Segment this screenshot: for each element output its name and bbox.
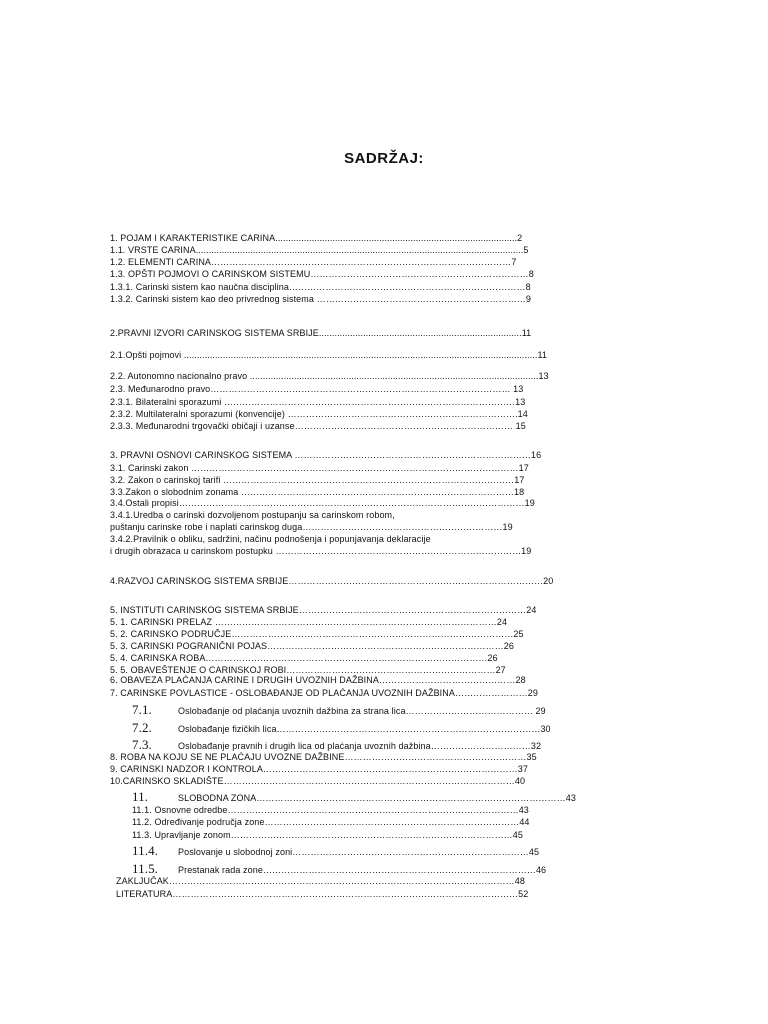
toc-entry-text: 2.3. Međunarodno pravo……………………………………………………………………………………… 13 <box>110 384 524 394</box>
toc-entry-text: 4.RAZVOJ CARINSKOG SISTEMA SRBIJE…………………………………………………………………………20 <box>110 576 554 586</box>
page-title: SADRŽAJ: <box>344 150 424 167</box>
toc-entry <box>110 641 596 652</box>
toc-entry-text: Poslovanje u slobodnoj zoni……………………………………………………………………45 <box>178 847 540 857</box>
toc-entry-text: 2.3.3. Međunarodni trgovački običaji i uzanse……………………………………………………………… 15 <box>110 421 526 431</box>
toc-entry <box>110 245 578 256</box>
toc-entry <box>132 704 596 717</box>
toc-entry <box>132 722 598 735</box>
toc-entry-text: 3.4.Ostali propisi……………………………………………………………………………………………………19 <box>110 498 535 508</box>
toc-entry-text: 8. ROBA NA KOJU SE NE PLAĆAJU UVOZNE DAŽBINE……………………………………………………35 <box>110 752 537 762</box>
toc-entry-text: ZAKLJUČAK……………………………………………………………………………………………………48 <box>116 876 525 886</box>
toc-entry <box>110 576 596 587</box>
toc-entry <box>110 675 596 686</box>
toc-entry <box>110 350 578 361</box>
toc-entry <box>110 487 590 498</box>
toc-entry <box>110 498 590 509</box>
toc-entry <box>132 845 596 858</box>
toc-entry-text: Prestanak rada zone………………………………………………………………………………46 <box>178 865 547 875</box>
toc-entry-text: 1.3.1. Carinski sistem kao naučna disciplina……………………………………………………………………8 <box>110 282 531 292</box>
toc-entry <box>116 876 596 887</box>
toc-entry-text: 11.2. Određivanje područja zone…………………………………………………………………………44 <box>132 817 530 827</box>
toc-entry <box>110 617 596 628</box>
toc-entry-text: 7. CARINSKE POVLASTICE - OSLOBAĐANJE OD PLAĆANJA UVOZNIH DAŽBINA……………………29 <box>110 688 538 698</box>
toc-entry-text: 6. OBAVEZA PLAĆANJA CARINE I DRUGIH UVOZNIH DAŽBINA………………………………………28 <box>110 675 526 685</box>
toc-entry-text: 5. 3. CARINSKI POGRANIČNI POJAS……………………………………………………………………26 <box>110 641 514 651</box>
toc-entry <box>110 522 596 533</box>
toc-entry-text: 2.1.Opšti pojmovi ........................................................................................................................................11 <box>110 350 548 360</box>
toc-entry-text: 3.1. Carinski zakon ………………………………………………………………………………………………17 <box>110 463 529 473</box>
toc-entry-text: 5. 5. OBAVEŠTENJE O CARINSKOJ ROBI……………………………………………………………27 <box>110 665 506 675</box>
toc-entry <box>110 257 578 268</box>
toc-entry <box>110 534 590 545</box>
toc-entry <box>110 546 590 557</box>
toc-entry-text: 2.2. Autonomno nacionalno pravo ...............................................................................................................13 <box>110 371 549 381</box>
toc-entry <box>132 805 596 816</box>
toc-entry-text: Oslobađanje od plaćanja uvoznih dažbina za strana lica…………………………………… 29 <box>178 706 546 716</box>
toc-entry-text: 5. 4. CARINSKA ROBA…………………………………………………………………………………26 <box>110 653 498 663</box>
toc-entry <box>110 294 578 305</box>
toc-entry-text: 3.4.2.Pravilnik o obliku, sadržini, načinu podnošenja i popunjavanja deklaracije <box>110 534 431 544</box>
toc-entry <box>110 421 578 432</box>
toc-entry <box>110 688 600 699</box>
toc-entry <box>110 605 596 616</box>
toc-entry-text: 1.3.2. Carinski sistem kao deo privrednog sistema ……………………………………………………………9 <box>110 294 531 304</box>
toc-entry <box>110 510 590 521</box>
toc-entry <box>110 752 596 763</box>
toc-entry <box>132 863 596 876</box>
toc-entry-text: 1. POJAM I KARAKTERISTIKE CARINA.............................................................................................2 <box>110 233 523 243</box>
toc-entry-text: 10.CARINSKO SKLADIŠTE……………………………………………………………………………………40 <box>110 776 526 786</box>
toc-entry-text: 9. CARINSKI NADZOR I KONTROLA…………………………………………………………………………37 <box>110 764 528 774</box>
toc-entry <box>110 764 596 775</box>
toc-entry-text: 1.1. VRSTE CARINA..............................................................................................................................5 <box>110 245 529 255</box>
toc-entry-text: 5. INSTITUTI CARINSKOG SISTEMA SRBIJE…………………………………………………………………24 <box>110 605 537 615</box>
toc-entry <box>132 791 596 804</box>
toc-entry-text: 3.2. Zakon o carinskoj tarifi ……………………………………………………………………………………17 <box>110 475 525 485</box>
toc-entry-text: 11.1. Osnovne odredbe……………………………………………………………………………………43 <box>132 805 529 815</box>
toc-entry <box>116 889 596 900</box>
toc-entry-number: 7.2. <box>132 722 152 735</box>
toc-entry-text: 11.3. Upravljanje zonom…………………………………………………………………………………45 <box>132 830 523 840</box>
toc-entry-text: SLOBODNA ZONA…………………………………………………………………………………………43 <box>178 793 576 803</box>
toc-entry <box>110 463 590 474</box>
toc-entry <box>110 629 596 640</box>
toc-entry <box>132 817 596 828</box>
toc-entry-text: 3.3.Zakon o slobodnim zonama ………………………………………………………………………………18 <box>110 487 525 497</box>
toc-entry <box>110 409 578 420</box>
toc-entry <box>110 328 578 339</box>
toc-entry-number: 11. <box>132 791 149 804</box>
toc-entry-text: Oslobađanje fizičkih lica……………………………………………………………………………30 <box>178 724 551 734</box>
toc-entry <box>110 282 578 293</box>
toc-entry-text: LITERATURA……………………………………………………………………………………………………52 <box>116 889 529 899</box>
toc-entry <box>110 450 590 461</box>
toc-entry <box>110 475 590 486</box>
toc-entry-text: 2.3.2. Multilateralni sporazumi (konvencije) ………………………………………………………………….14 <box>110 409 528 419</box>
toc-entry-text: 5. 2. CARINSKO PODRUČJE…………………………………………………………………………………25 <box>110 629 524 639</box>
toc-entry-text: 1.3. OPŠTI POJMOVI O CARINSKOM SISTEMU………………………………………………………………8 <box>110 269 534 279</box>
toc-entry-text: i drugih obrazaca u carinskom postupku ………………………………………………………………………19 <box>110 546 532 556</box>
toc-entry <box>110 371 578 382</box>
toc-entry <box>132 830 596 841</box>
toc-entry <box>110 776 596 787</box>
toc-entry-text: Oslobađanje pravnih i drugih lica od plaćanja uvoznih dažbina……………………………32 <box>178 741 542 751</box>
toc-entry <box>110 653 596 664</box>
toc-entry-text: 2.3.1. Bilateralni sporazumi ……………………………………………………………………………………13 <box>110 397 526 407</box>
toc-entry-number: 11.4. <box>132 845 159 858</box>
toc-entry <box>110 269 578 280</box>
toc-entry-text: 3.4.1.Uredba o carinski dozvoljenom postupanju sa carinskom robom, <box>110 510 395 520</box>
toc-entry <box>132 739 598 752</box>
toc-entry-text: 1.2. ELEMENTI CARINA………………………………………………………………………………………7 <box>110 257 517 267</box>
toc-entry-number: 7.1. <box>132 704 152 717</box>
toc-entry-text: 5. 1. CARINSKI PRELAZ …………………………………………………………………………………24 <box>110 617 508 627</box>
toc-entry-text: 2.PRAVNI IZVORI CARINSKOG SISTEMA SRBIJE..............................................................................11 <box>110 328 532 338</box>
toc-entry <box>110 233 578 244</box>
toc-entry-number: 11.5. <box>132 863 159 876</box>
toc-entry-text: puštanju carinske robe i naplati carinskog duga…………………………………………………………19 <box>110 522 513 532</box>
toc-entry-text: 3. PRAVNI OSNOVI CARINSKOG SISTEMA ……………………………………………………………………16 <box>110 450 542 460</box>
toc-entry-number: 7.3. <box>132 739 152 752</box>
toc-entry <box>110 397 578 408</box>
toc-entry <box>110 384 578 395</box>
